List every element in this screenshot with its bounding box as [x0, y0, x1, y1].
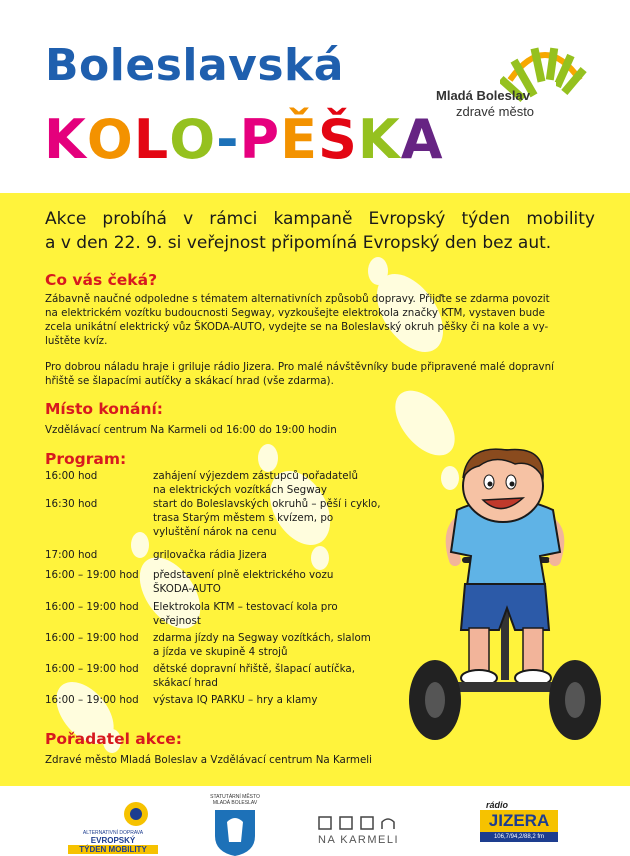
- program-time: 17:00 hod: [45, 549, 98, 561]
- karmeli-text: NA KARMELI: [318, 834, 400, 846]
- title-letter: K: [44, 108, 87, 171]
- heading-organizer: Pořadatel akce:: [45, 730, 182, 748]
- title-letter: A: [400, 108, 444, 171]
- program-time: 16:30 hod: [45, 498, 98, 510]
- program-description-line: start do Boleslavských okruhů – pěší i cyklo,: [153, 498, 381, 510]
- program-description-line: skákací hrad: [153, 677, 218, 689]
- program-time: 16:00 – 19:00 hod: [45, 694, 139, 706]
- program-description-line: trasa Starým městem s kvízem, po: [153, 512, 334, 524]
- program-description: [153, 548, 403, 562]
- etm-text1: ALTERNATIVNÍ DOPRAVA: [82, 830, 144, 836]
- program-description: [153, 600, 403, 628]
- program-description-line: výstava IQ PARKU – hry a klamy: [153, 694, 318, 706]
- program-description: [153, 631, 403, 659]
- program-description-line: Elektrokola KTM – testovací kola pro: [153, 601, 338, 613]
- city-logo: [430, 40, 610, 130]
- coat-text1: STATUTÁRNÍ MĚSTO: [210, 794, 260, 800]
- program-description-line: představení plně elektrického vozu: [153, 569, 334, 581]
- what-p1-line: Zábavně naučné odpoledne s tématem alternativních způsobů dopravy. Přijďte se zdarma povozit: [45, 293, 550, 305]
- karmeli-squares-icon: [318, 816, 418, 832]
- program-time: 16:00 hod: [45, 470, 98, 482]
- etm-text2: EVROPSKÝ: [90, 836, 136, 845]
- radio-name-text: JIZERA: [480, 810, 558, 832]
- program-description: [153, 497, 403, 539]
- what-p2-line: hřiště se šlapacími autíčky a skákací hrad (vše zdarma).: [45, 375, 334, 387]
- title-letter: L: [133, 108, 170, 171]
- program-description-line: a jízda ve skupině 4 strojů: [153, 646, 288, 658]
- header: [0, 0, 630, 193]
- place-text: Vzdělávací centrum Na Karmeli od 16:00 do 19:00 hodin: [45, 424, 337, 436]
- program-description-line: vyluštění nárok na cenu: [153, 526, 277, 538]
- heading-what: Co vás čeká?: [45, 271, 158, 289]
- program-description-line: zahájení výjezdem zástupců pořadatelů: [153, 470, 358, 482]
- intro-line1: Akce probíhá v rámci kampaně Evropský týden mobility: [45, 209, 595, 229]
- what-p2-line: Pro dobrou náladu hraje i griluje rádio Jizera. Pro malé návštěvníky bude připravené malé dopravní: [45, 361, 555, 373]
- heading-place: Místo konání:: [45, 400, 163, 418]
- program-description: [153, 662, 403, 690]
- program-time: 16:00 – 19:00 hod: [45, 632, 139, 644]
- intro-line2: a v den 22. 9. si veřejnost připomíná Evropský den bez aut.: [45, 233, 552, 253]
- program-description-line: dětské dopravní hřiště, šlapací autíčka,: [153, 663, 355, 675]
- organizer-text: Zdravé město Mladá Boleslav a Vzdělávací centrum Na Karmeli: [45, 754, 373, 766]
- city-logo-line2: zdravé město: [456, 104, 535, 119]
- intro-text: [45, 207, 595, 255]
- title-boleslavska: Boleslavská: [45, 40, 344, 91]
- radio-top-text: rádio: [486, 800, 509, 810]
- what-p1-line: luštěte kvíz.: [45, 335, 108, 347]
- program-time: 16:00 – 19:00 hod: [45, 601, 139, 613]
- what-p1-line: zcela unikátní elektrický vůz ŠKODA-AUTO, vydejte se na Boleslavský okruh pěšky či na kole a vy-: [45, 321, 549, 333]
- program-description-line: grilovačka rádia Jizera: [153, 549, 267, 561]
- radio-freq-text: 106,7/94,2/88,2 fm: [480, 832, 558, 842]
- title-letter: O: [169, 108, 217, 171]
- etm-logo: [68, 800, 158, 854]
- program-time: 16:00 – 19:00 hod: [45, 663, 139, 675]
- city-logo-line1: Mladá Boleslav: [436, 88, 530, 103]
- program-description: [153, 568, 403, 596]
- poster-body: [0, 193, 630, 786]
- coat-text2: MLADÁ BOLESLAV: [212, 800, 258, 806]
- title-letter: Ě: [280, 108, 318, 171]
- lion-shield-icon: [213, 808, 257, 856]
- title-letter: O: [86, 108, 134, 171]
- boy-on-segway-illustration-icon: [395, 448, 615, 748]
- title-letter: Š: [317, 108, 358, 171]
- na-karmeli-logo: [318, 816, 428, 852]
- flower-icon: [116, 800, 156, 830]
- program-description-line: ŠKODA-AUTO: [153, 583, 221, 595]
- program-description: [153, 693, 403, 707]
- title-letter: K: [357, 108, 401, 171]
- what-p1-line: na elektrickém vozítku budoucnosti Segway, vyzkoušejte elektrokola značky KTM, vystaven bude: [45, 307, 545, 319]
- heading-program: Program:: [45, 450, 127, 468]
- title-letter: P: [239, 108, 281, 171]
- program-description: [153, 469, 403, 497]
- title-kolo-peska: [44, 108, 444, 171]
- footer-sponsors: [0, 786, 630, 854]
- title-letter: -: [216, 108, 240, 171]
- etm-text3: TÝDEN MOBILITY: [68, 845, 158, 854]
- what-paragraph-1: [45, 292, 550, 348]
- coat-of-arms-logo: [205, 794, 265, 854]
- program-description-line: zdarma jízdy na Segway vozítkách, slalom: [153, 632, 371, 644]
- program-description-line: na elektrických vozítkách Segway: [153, 484, 328, 496]
- program-time: 16:00 – 19:00 hod: [45, 569, 139, 581]
- program-description-line: veřejnost: [153, 615, 201, 627]
- radio-jizera-logo: [480, 800, 560, 854]
- what-paragraph-2: [45, 360, 554, 388]
